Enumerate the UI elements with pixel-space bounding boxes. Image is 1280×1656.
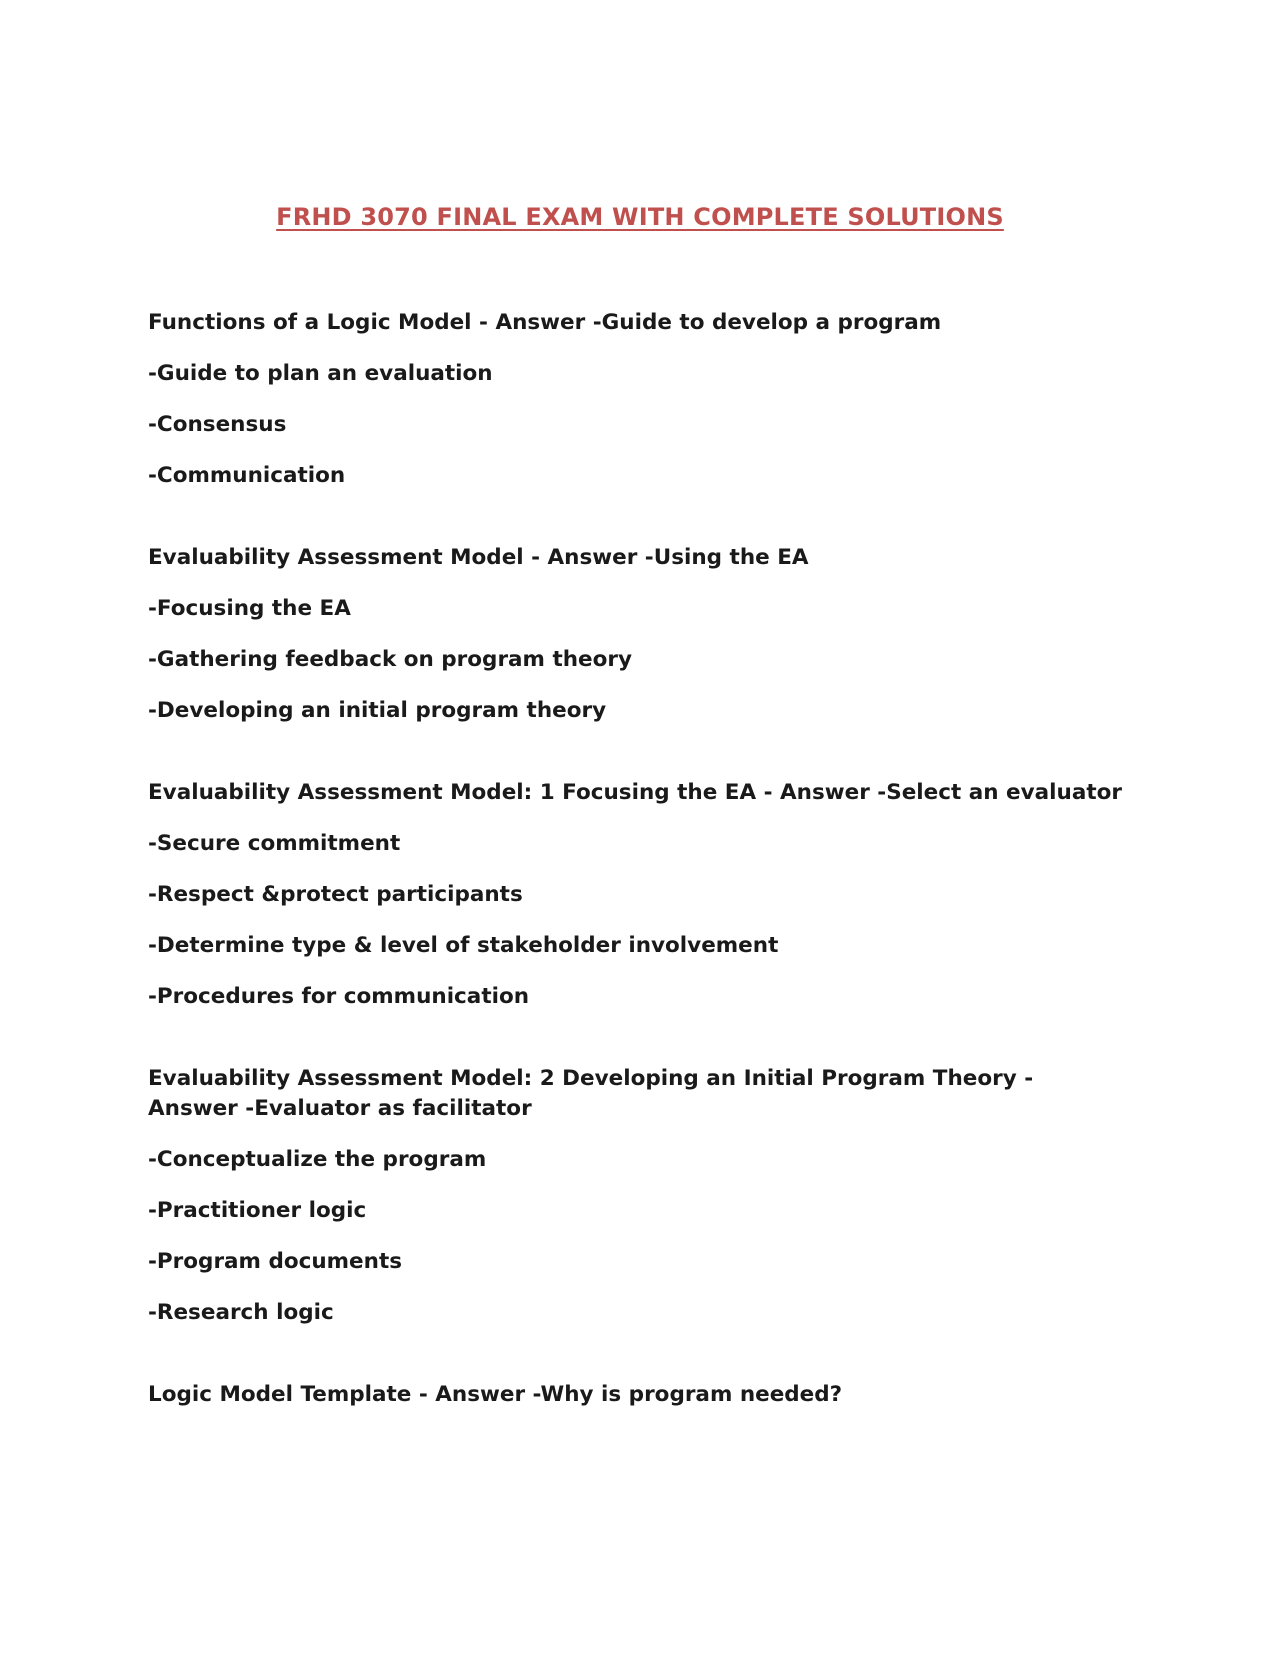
qa-section-focusing-the-ea	[148, 778, 1148, 1012]
answer-line: -Guide to plan an evaluation	[148, 361, 493, 386]
document-title: FRHD 3070 FINAL EXAM WITH COMPLETE SOLUTIONS	[276, 203, 1004, 231]
answer-line: -Research logic	[148, 1300, 334, 1325]
answer-line: -Secure commitment	[148, 831, 401, 856]
question-line: Evaluability Assessment Model: 1 Focusing the EA - Answer -Select an evaluator	[148, 780, 1122, 805]
question-line: Evaluability Assessment Model - Answer -Using the EA	[148, 545, 809, 570]
document-body	[148, 308, 1148, 1462]
qa-section-logic-model-functions	[148, 308, 1148, 491]
answer-line: -Procedures for communication	[148, 984, 530, 1009]
answer-line: -Determine type & level of stakeholder involvement	[148, 933, 779, 958]
question-line: Evaluability Assessment Model: 2 Developing an Initial Program Theory - Answer -Evaluator as facilitator	[148, 1066, 1034, 1121]
question-line: Logic Model Template - Answer -Why is program needed?	[148, 1382, 843, 1407]
answer-line: -Gathering feedback on program theory	[148, 647, 633, 672]
qa-section-logic-model-template	[148, 1380, 1148, 1410]
answer-line: -Program documents	[148, 1249, 403, 1274]
qa-section-evaluability-model	[148, 543, 1148, 726]
answer-line: -Conceptualize the program	[148, 1147, 487, 1172]
answer-line: -Communication	[148, 463, 346, 488]
answer-line: -Developing an initial program theory	[148, 698, 607, 723]
question-line: Functions of a Logic Model - Answer -Guide to develop a program	[148, 310, 942, 335]
answer-line: -Respect &protect participants	[148, 882, 523, 907]
answer-line: -Consensus	[148, 412, 287, 437]
answer-line: -Practitioner logic	[148, 1198, 367, 1223]
answer-line: -Focusing the EA	[148, 596, 351, 621]
qa-section-initial-program-theory	[148, 1064, 1148, 1328]
